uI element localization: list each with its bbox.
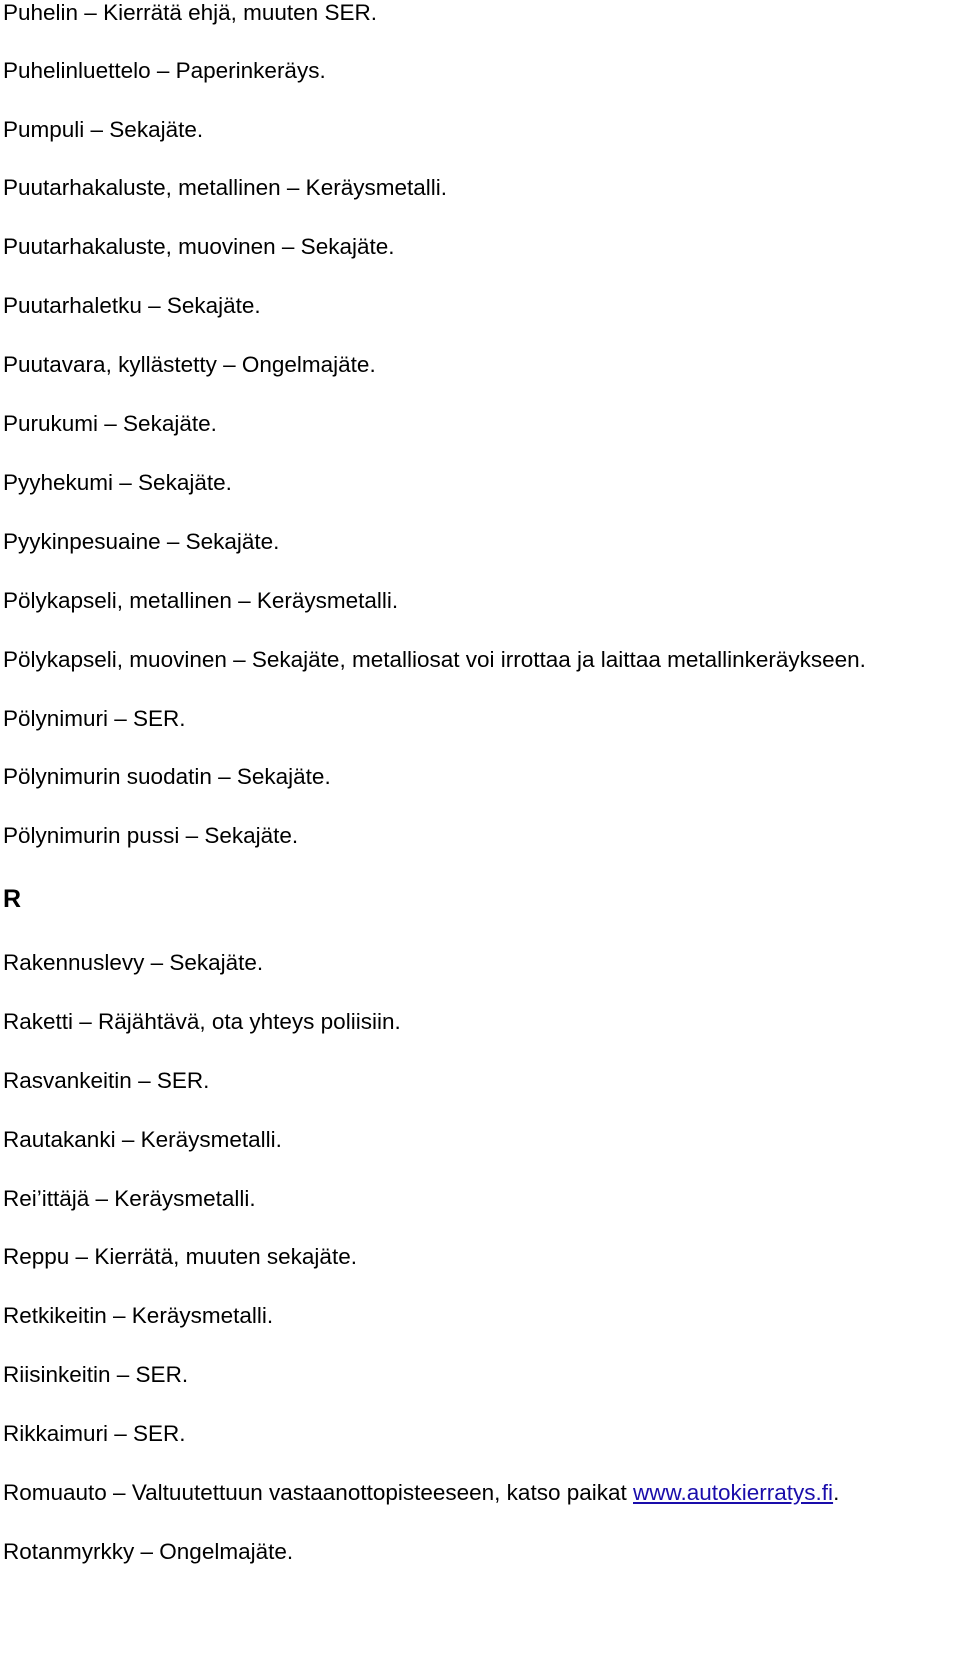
entry-retkikeitin: Retkikeitin – Keräysmetalli.: [3, 1303, 274, 1328]
entry-reppu: Reppu – Kierrätä, muuten sekajäte.: [3, 1244, 357, 1269]
entry-rikkaimuri: Rikkaimuri – SER.: [3, 1421, 186, 1446]
entry-romuauto-text: Romuauto – Valtuutettuun vastaanottopisteeseen, katso paikat: [3, 1480, 633, 1505]
entry-rautakanki: Rautakanki – Keräysmetalli.: [3, 1127, 282, 1152]
entry-riisinkeitin: Riisinkeitin – SER.: [3, 1362, 189, 1387]
entry-polynimuri: Pölynimuri – SER.: [3, 706, 186, 731]
entry-romuauto: [3, 1480, 839, 1506]
entry-puutarhaletku: Puutarhaletku – Sekajäte.: [3, 293, 261, 318]
entry-purukumi: Purukumi – Sekajäte.: [3, 411, 217, 436]
entry-puutavara: Puutavara, kyllästetty – Ongelmajäte.: [3, 352, 376, 377]
entry-puutarhakaluste-muovinen: Puutarhakaluste, muovinen – Sekajäte.: [3, 234, 395, 259]
entry-rakennuslevy: Rakennuslevy – Sekajäte.: [3, 950, 264, 975]
entry-pumpuli: Pumpuli – Sekajäte.: [3, 117, 204, 142]
entry-polynimurin-suodatin: Pölynimurin suodatin – Sekajäte.: [3, 764, 331, 789]
entry-reittaja: Rei’ittäjä – Keräysmetalli.: [3, 1186, 256, 1211]
entry-puutarhakaluste-metallinen: Puutarhakaluste, metallinen – Keräysmetalli.: [3, 175, 447, 200]
entry-rotanmyrkky: Rotanmyrkky – Ongelmajäte.: [3, 1539, 294, 1564]
entry-rasvankeitin: Rasvankeitin – SER.: [3, 1068, 210, 1093]
entry-pyyhekumi: Pyyhekumi – Sekajäte.: [3, 470, 232, 495]
entry-raketti: Raketti – Räjähtävä, ota yhteys poliisiin.: [3, 1009, 401, 1034]
entry-puhelinluettelo: Puhelinluettelo – Paperinkeräys.: [3, 58, 326, 83]
entry-romuauto-suffix: .: [833, 1480, 840, 1505]
autokierratys-link[interactable]: www.autokierratys.fi: [633, 1480, 834, 1505]
entry-polynimurin-pussi: Pölynimurin pussi – Sekajäte.: [3, 823, 299, 848]
entry-pyykinpesuaine: Pyykinpesuaine – Sekajäte.: [3, 529, 280, 554]
section-heading-r: R: [3, 885, 22, 913]
entry-puhelin: Puhelin – Kierrätä ehjä, muuten SER.: [3, 0, 377, 25]
entry-polykapseli-muovinen: Pölykapseli, muovinen – Sekajäte, metalliosat voi irrottaa ja laittaa metallinkeräykseen.: [3, 647, 866, 672]
entry-polykapseli-metallinen: Pölykapseli, metallinen – Keräysmetalli.: [3, 588, 399, 613]
